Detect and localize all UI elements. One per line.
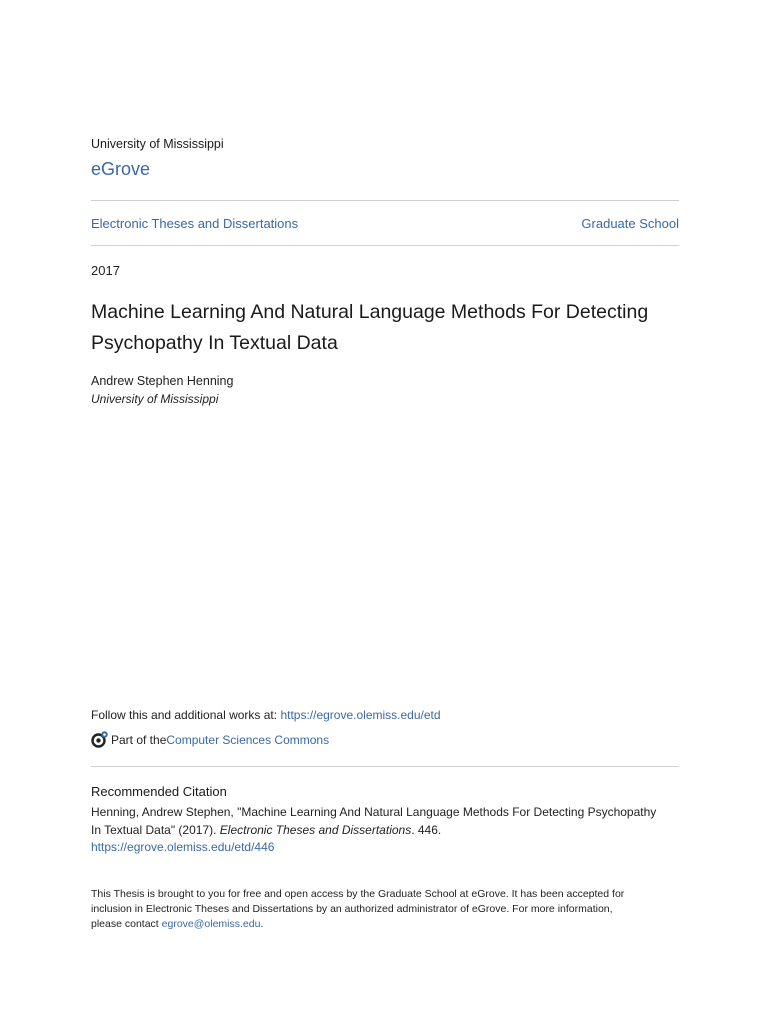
university-name: University of Mississippi xyxy=(91,137,224,151)
title-line-2: Psychopathy In Textual Data xyxy=(91,332,338,354)
notice-line-1: This Thesis is brought to you for free and open access by the Graduate School at eGrove. It has been accepted for xyxy=(91,888,625,900)
notice-line-3 xyxy=(91,917,681,932)
access-notice xyxy=(91,887,681,932)
follow-works xyxy=(91,708,441,722)
citation-line-1: Henning, Andrew Stephen, "Machine Learning And Natural Language Methods For Detecting Psychopathy xyxy=(91,805,657,819)
notice-line-3-prefix: please contact xyxy=(91,918,162,930)
citation-url-link[interactable]: https://egrove.olemiss.edu/etd/446 xyxy=(91,840,275,854)
citation-series-italic: Electronic Theses and Dissertations xyxy=(219,822,412,837)
contact-email-link[interactable]: egrove@olemiss.edu xyxy=(161,918,261,930)
follow-prefix: Follow this and additional works at: xyxy=(91,708,281,722)
citation-line-2-prefix: In Textual Data" (2017). xyxy=(91,822,220,837)
notice-line-2: inclusion in Electronic Theses and Dissertations by an authorized administrator of eGrove. For more information, xyxy=(91,903,613,915)
citation-text xyxy=(91,804,691,857)
author-affiliation: University of Mississippi xyxy=(91,392,219,406)
series-link[interactable]: Electronic Theses and Dissertations xyxy=(91,216,299,231)
divider-nav xyxy=(91,245,679,246)
divider-citation xyxy=(91,766,679,767)
notice-line-3-suffix: . xyxy=(260,918,264,930)
divider-top xyxy=(91,200,679,201)
publication-year: 2017 xyxy=(91,263,120,278)
part-of-commons xyxy=(91,731,329,748)
school-link[interactable]: Graduate School xyxy=(581,216,679,231)
commons-link[interactable]: Computer Sciences Commons xyxy=(166,732,330,747)
citation-line-2 xyxy=(91,822,691,840)
creative-commons-network-icon xyxy=(91,731,108,748)
citation-heading: Recommended Citation xyxy=(91,784,227,799)
author-name: Andrew Stephen Henning xyxy=(91,374,234,388)
citation-line-2-suffix: . 446. xyxy=(411,822,442,837)
document-title xyxy=(91,297,691,359)
title-line-1: Machine Learning And Natural Language Methods For Detecting xyxy=(91,301,649,323)
follow-url-link[interactable]: https://egrove.olemiss.edu/etd xyxy=(280,708,441,722)
repository-link[interactable]: eGrove xyxy=(91,159,151,179)
part-of-prefix: Part of the xyxy=(111,732,167,747)
